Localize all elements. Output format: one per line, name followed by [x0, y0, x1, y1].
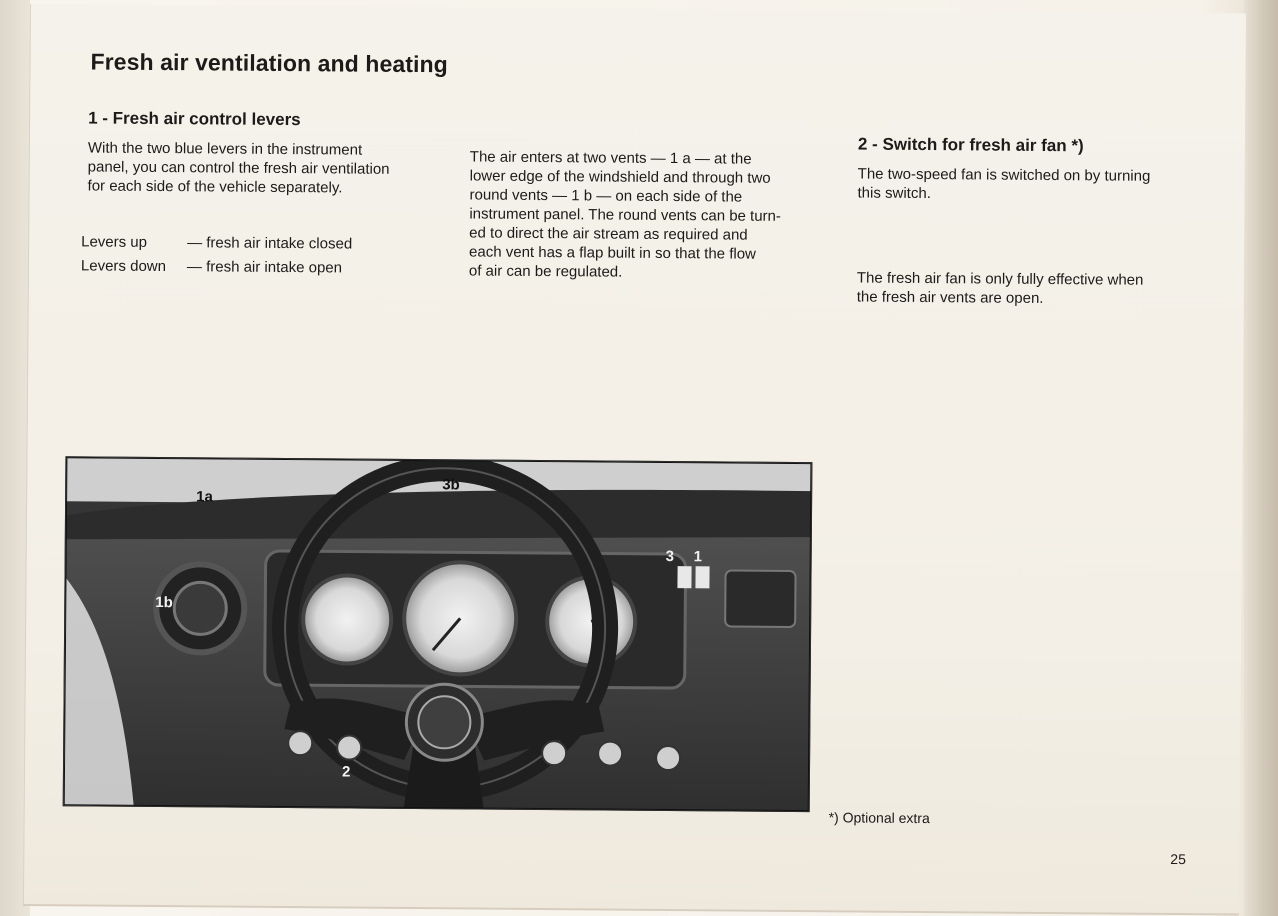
section-2-p1-line-1: The two-speed fan is switched on by turning — [857, 165, 1151, 185]
section-1-heading: 1 - Fresh air control levers — [88, 108, 301, 130]
label-3b: 3b — [442, 476, 460, 494]
lever-down-key: Levers down — [80, 257, 167, 276]
section-2-p2-line-2: the fresh air vents are open. — [856, 288, 1044, 307]
lever-down-row — [81, 256, 342, 277]
switch-left — [288, 731, 312, 755]
dashboard-illustration — [64, 457, 812, 811]
switch-2 — [337, 735, 361, 759]
switch-right-3 — [656, 746, 680, 770]
middle-line-2: lower edge of the windshield and through two — [469, 167, 771, 187]
lever-1 — [695, 566, 709, 588]
page-title: Fresh air ventilation and heating — [90, 48, 448, 78]
section-1-paragraph — [87, 138, 389, 197]
middle-paragraph — [469, 147, 782, 282]
glovebox-panel — [725, 570, 795, 627]
gauge-left — [303, 575, 392, 664]
footnote: *) Optional extra — [828, 809, 930, 827]
section-1-line-2: panel, you can control the fresh air ventilation — [87, 158, 390, 178]
lever-up-key: Levers up — [81, 233, 148, 251]
lever-3 — [677, 566, 691, 588]
middle-line-6: each vent has a flap built in so that the flow — [468, 243, 756, 263]
label-2: 2 — [341, 763, 351, 781]
section-2-paragraph-1 — [857, 165, 1150, 205]
section-2-p2-line-1: The fresh air fan is only fully effective when — [856, 269, 1144, 289]
middle-line-3: round vents — 1 b — on each side of the — [469, 186, 743, 206]
section-2-paragraph-2 — [857, 269, 1144, 309]
lever-down-value: — fresh air intake open — [186, 258, 343, 277]
middle-line-5: ed to direct the air stream as required and — [469, 224, 748, 244]
page-number: 25 — [1170, 850, 1186, 868]
middle-line-1: The air enters at two vents — 1 a — at the — [469, 148, 752, 168]
label-3: 3 — [665, 548, 675, 566]
lever-up-value: — fresh air intake closed — [187, 234, 353, 253]
label-1a: 1a — [196, 488, 213, 506]
manual-page — [23, 4, 1246, 916]
section-2-p1-line-2: this switch. — [857, 184, 931, 203]
dashboard-photo — [63, 456, 813, 812]
switch-right-2 — [598, 741, 622, 765]
section-2-heading: 2 - Switch for fresh air fan *) — [857, 134, 1084, 156]
middle-line-7: of air can be regulated. — [468, 262, 623, 281]
label-1: 1 — [693, 548, 703, 566]
round-vent-left-inner — [174, 582, 226, 634]
page-edge — [1244, 0, 1278, 916]
section-1-line-3: for each side of the vehicle separately. — [87, 177, 343, 197]
switch-right-1 — [542, 741, 566, 765]
section-1-line-1: With the two blue levers in the instrument — [87, 139, 363, 159]
lever-up-row — [81, 232, 352, 253]
middle-line-4: instrument panel. The round vents can be turn- — [469, 205, 781, 225]
label-1b: 1b — [155, 594, 173, 612]
horn-button-inner — [418, 696, 470, 748]
